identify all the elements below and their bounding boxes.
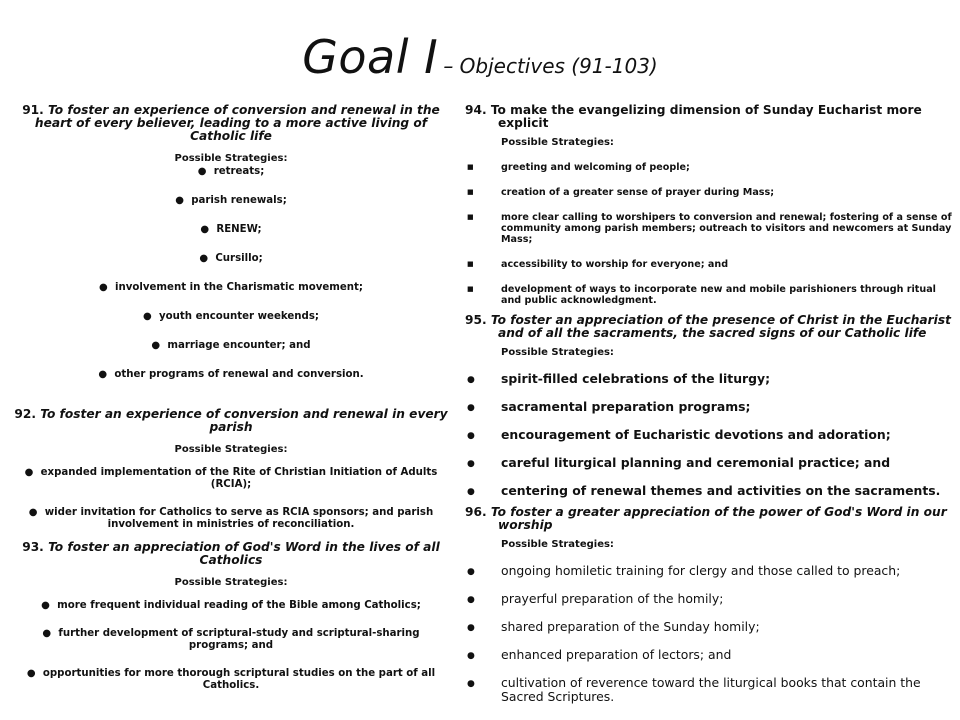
bullet-icon: ● bbox=[41, 600, 50, 611]
bullet-icon: ● bbox=[99, 282, 108, 293]
strategies-label: Possible Strategies: bbox=[501, 137, 614, 148]
list-item: ■ development of ways to incorporate new and mobile parishioners through ritual and public acknowledgment. bbox=[467, 284, 936, 306]
strategy-list bbox=[12, 467, 450, 531]
objective-94 bbox=[465, 104, 952, 306]
list-item: ● more frequent individual reading of the Bible among Catholics; bbox=[41, 600, 421, 611]
list-item: ● shared preparation of the Sunday homily; bbox=[467, 619, 760, 634]
list-item: ■ greeting and welcoming of people; bbox=[467, 162, 690, 173]
list-item: ● youth encounter weekends; bbox=[143, 311, 319, 322]
list-item: ● encouragement of Eucharistic devotions and adoration; bbox=[467, 427, 891, 442]
list-item: ● ongoing homiletic training for clergy and those called to preach; bbox=[467, 563, 901, 578]
title-subtitle: – Objectives (91-103) bbox=[443, 54, 658, 78]
objective-number: 94. bbox=[465, 103, 487, 117]
bullet-icon: ● bbox=[467, 375, 475, 385]
bullet-icon: ● bbox=[197, 166, 207, 177]
title-main: Goal I bbox=[302, 30, 439, 84]
strategy-list bbox=[465, 372, 952, 498]
bullet-icon: ● bbox=[467, 623, 475, 633]
list-item: ● involvement in the Charismatic movement; bbox=[99, 282, 363, 293]
strategies-label: Possible Strategies: bbox=[174, 577, 288, 588]
bullet-icon: ● bbox=[143, 311, 152, 322]
list-item: ● marriage encounter; and bbox=[151, 340, 311, 351]
objective-heading bbox=[12, 541, 450, 567]
strategy-list bbox=[465, 162, 952, 306]
bullet-icon: ● bbox=[200, 224, 210, 235]
bullet-icon: ● bbox=[24, 467, 34, 478]
list-item: ● expanded implementation of the Rite of Christian Initiation of Adults (RCIA); bbox=[24, 467, 438, 490]
bullet-icon: ● bbox=[467, 679, 475, 689]
list-item: ● other programs of renewal and conversion. bbox=[98, 369, 364, 380]
bullet-icon: ■ bbox=[467, 285, 474, 293]
strategy-list bbox=[12, 166, 450, 398]
list-item: ● centering of renewal themes and activities on the sacraments. bbox=[467, 483, 941, 498]
bullet-icon: ● bbox=[467, 595, 475, 605]
objective-95 bbox=[465, 314, 952, 498]
bullet-icon: ■ bbox=[467, 163, 474, 171]
objective-heading bbox=[465, 104, 952, 130]
objective-heading bbox=[465, 314, 952, 340]
objective-heading bbox=[465, 506, 952, 532]
objective-heading bbox=[12, 408, 450, 434]
list-item: ● enhanced preparation of lectors; and bbox=[467, 647, 732, 662]
bullet-icon: ● bbox=[175, 195, 184, 206]
bullet-icon: ■ bbox=[467, 213, 474, 221]
bullet-icon: ● bbox=[26, 668, 36, 679]
bullet-icon: ● bbox=[467, 459, 475, 469]
objective-text: To foster an experience of conversion and renewal in every parish bbox=[40, 407, 448, 434]
list-item: ● RENEW; bbox=[200, 224, 262, 235]
bullet-icon: ● bbox=[467, 651, 475, 661]
list-item: ● parish renewals; bbox=[175, 195, 287, 206]
list-item: ● careful liturgical planning and ceremonial practice; and bbox=[467, 455, 891, 470]
bullet-icon: ● bbox=[467, 487, 475, 497]
strategies-label: Possible Strategies: bbox=[174, 444, 288, 455]
bullet-icon: ● bbox=[467, 567, 475, 577]
right-column bbox=[465, 104, 952, 704]
objective-91 bbox=[12, 104, 450, 398]
list-item: ● retreats; bbox=[197, 166, 265, 177]
objective-number: 96. bbox=[465, 505, 487, 519]
list-item: ● cultivation of reverence toward the liturgical books that contain the Sacred Scriptures. bbox=[467, 675, 921, 704]
bullet-icon: ● bbox=[42, 628, 52, 639]
bullet-icon: ● bbox=[199, 253, 209, 264]
list-item: ■ more clear calling to worshipers to conversion and renewal; fostering of a sense of community among parish members; outreach to visitors and newcomers at Sunday Mass; bbox=[467, 212, 952, 245]
objective-number: 92. bbox=[14, 407, 36, 421]
bullet-icon: ● bbox=[467, 403, 475, 413]
objective-number: 91. bbox=[22, 103, 44, 117]
objective-text: To foster an appreciation of the presence of Christ in the Eucharist and of all the sacraments, the sacred signs of our Catholic life bbox=[490, 313, 951, 340]
objective-93 bbox=[12, 541, 450, 692]
strategy-list bbox=[465, 564, 952, 704]
bullet-icon: ■ bbox=[467, 260, 474, 268]
objective-number: 95. bbox=[465, 313, 487, 327]
objective-text: To foster an appreciation of God's Word in the lives of all Catholics bbox=[48, 540, 440, 567]
bullet-icon: ● bbox=[98, 369, 108, 380]
strategies-label: Possible Strategies: bbox=[501, 347, 614, 358]
objective-heading bbox=[12, 104, 450, 143]
bullet-icon: ■ bbox=[467, 188, 474, 196]
bullet-icon: ● bbox=[28, 507, 38, 518]
objective-text: To foster an experience of conversion and renewal in the heart of every believer, leading to a more active living of Catholic life bbox=[34, 103, 440, 143]
list-item: ● opportunities for more thorough scriptural studies on the part of all Catholics. bbox=[26, 668, 436, 691]
left-column bbox=[12, 104, 450, 692]
list-item: ● sacramental preparation programs; bbox=[467, 399, 751, 414]
list-item: ● wider invitation for Catholics to serve as RCIA sponsors; and parish involvement in ministries of reconciliation. bbox=[28, 507, 434, 530]
list-item: ● Cursillo; bbox=[199, 253, 263, 264]
slide-title bbox=[0, 30, 960, 84]
objective-92 bbox=[12, 408, 450, 531]
list-item: ● spirit-filled celebrations of the liturgy; bbox=[467, 371, 771, 386]
strategies-label: Possible Strategies: bbox=[174, 153, 288, 164]
list-item: ● further development of scriptural-study and scriptural-sharing programs; and bbox=[42, 628, 420, 651]
list-item: ● prayerful preparation of the homily; bbox=[467, 591, 724, 606]
bullet-icon: ● bbox=[151, 340, 161, 351]
objective-96 bbox=[465, 506, 952, 704]
bullet-icon: ● bbox=[467, 431, 475, 441]
objective-number: 93. bbox=[22, 540, 44, 554]
strategy-list bbox=[12, 600, 450, 692]
list-item: ■ creation of a greater sense of prayer during Mass; bbox=[467, 187, 775, 198]
list-item: ■ accessibility to worship for everyone; and bbox=[467, 259, 729, 270]
strategies-label: Possible Strategies: bbox=[501, 539, 614, 550]
objective-text: To foster a greater appreciation of the power of God's Word in our worship bbox=[490, 505, 947, 532]
objective-text: To make the evangelizing dimension of Sunday Eucharist more explicit bbox=[490, 103, 922, 130]
